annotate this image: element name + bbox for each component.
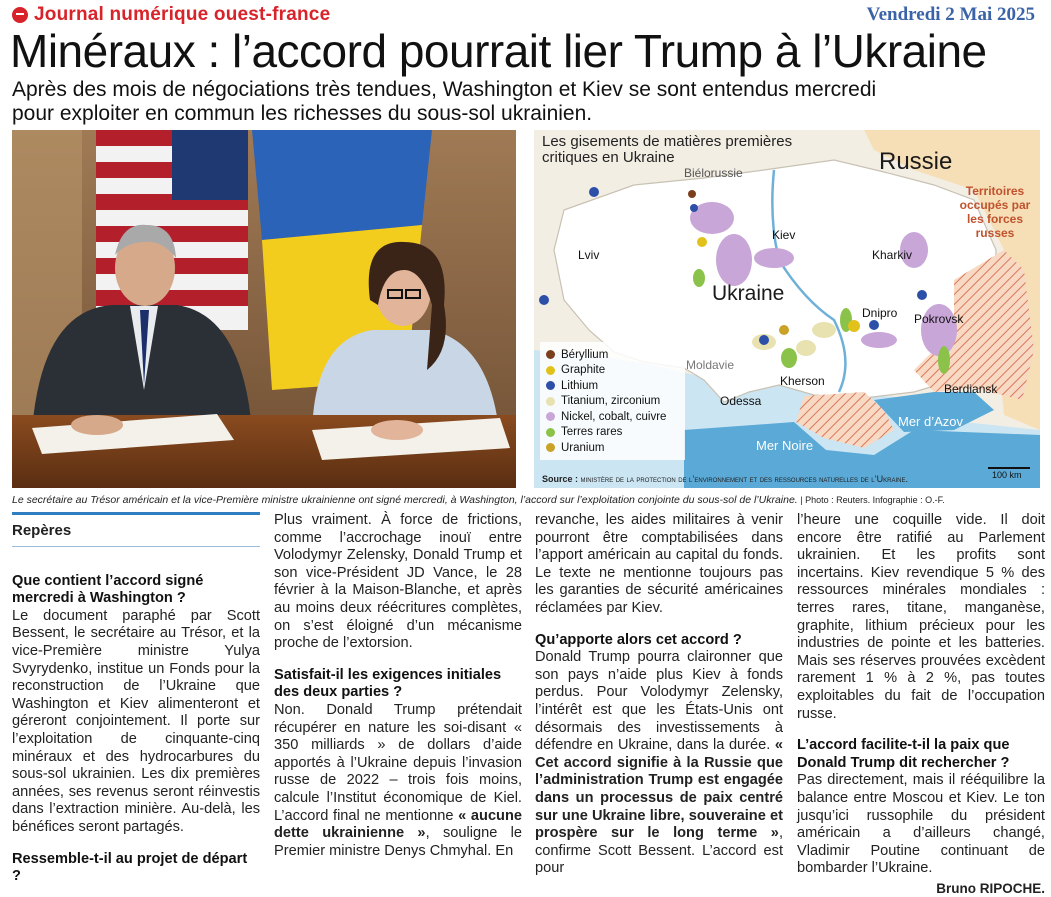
- answer-4-quote: « Cet accord signifie à la Russie que l’administration Trump est engagée dans un processus de paix centré sur une Ukraine libre, souveraine et prospère sur le long terme »: [535, 737, 783, 842]
- legend-item: [546, 409, 666, 425]
- legend-swatch-icon: [546, 443, 555, 452]
- answer-3-part-1: Non. Donald Trump prétendait récupérer en nature les soi-disant « 350 milliards » de dollars d’aide apportés à l’Ukraine depuis l’invasion russe de 2022 – trois fois moins, calcule l’Institut économique de Kiel. L’accord final ne mentionne: [274, 701, 522, 824]
- legend-item: [546, 425, 666, 441]
- question-1: Que contient l’accord signé mercredi à Washington ?: [12, 572, 204, 607]
- city-kharkiv: Kharkiv: [872, 248, 913, 262]
- answer-2: Plus vraiment. À force de frictions, comme l’accrochage inouï entre Volodymyr Zelensky, Donald Trump et son vice-Président JD Vance, le 28 février à la Maison-Blanche, et après au moins deux réécritures complètes, on s’est éloigné d’un mécanisme proche de l’extorsion.: [274, 512, 522, 652]
- legend-swatch-icon: [546, 381, 555, 390]
- headline: Minéraux : l’accord pourrait lier Trump à l’Ukraine: [10, 25, 987, 77]
- label-belarus: Biélorussie: [684, 166, 743, 180]
- legend-swatch-icon: [546, 412, 555, 421]
- legend-swatch-icon: [546, 350, 555, 359]
- legend-swatch-icon: [546, 366, 555, 375]
- minerals-map: [534, 130, 1040, 488]
- signing-photo-illustration: [12, 130, 516, 488]
- answer-4: [535, 649, 783, 878]
- photo-caption: [12, 494, 1042, 506]
- caption-credit: | Photo : Reuters. Infographie : O.-F.: [797, 495, 945, 505]
- us-flag: [96, 130, 248, 330]
- label-moldova: Moldavie: [686, 358, 735, 372]
- question-3: Satisfait-il les exigences initiales des deux parties ?: [274, 666, 502, 701]
- question-5: L’accord facilite-t-il la paix que Donald Trump dit rechercher ?: [797, 737, 1010, 771]
- legend-swatch-icon: [546, 428, 555, 437]
- label-russia: Russie: [879, 148, 953, 175]
- legend-label: Terres rares: [561, 426, 623, 439]
- signing-photo: [12, 130, 516, 488]
- caption-text: Le secrétaire au Trésor américain et la vice-Première ministre ukrainienne ont signé mercredi, à Washington, l’accord sur l’exploitation conjointe du sous-sol de l’Ukraine.: [12, 494, 798, 506]
- author-signature: Bruno RIPOCHE.: [936, 880, 1045, 896]
- map-source-label: Source :: [542, 474, 579, 484]
- publication-name: Journal numérique ouest-france: [34, 4, 331, 25]
- column-2: [274, 512, 522, 860]
- question-2: Ressemble-t-il au projet de départ ?: [12, 850, 248, 885]
- answer-4-part-1: Donald Trump pourra claironner que son pays n’aide plus Kiev à fonds perdus. Pour Volodymyr Zelensky, l’intérêt est que les États-Unis ont désormais des investissements à défendre en Ukraine, dans la durée.: [535, 649, 783, 754]
- answer-4-part-2: , confirme Scott Bessent. L’accord est pour: [535, 825, 783, 877]
- answer-5: Pas directement, mais il rééquilibre la balance entre Moscou et Kiev. Le ton jusqu’ici russophile du président américain a d’ailleurs changé, Vladimir Poutine continuant de bombarder l’Ukraine.: [797, 772, 1045, 877]
- legend-item: [546, 394, 666, 410]
- city-kiev: Kiev: [772, 228, 796, 242]
- label-azov-sea: Mer d’Azov: [898, 414, 964, 429]
- answer-3-quote: « aucune dette ukrainienne »: [274, 807, 523, 842]
- answer-4-continued: l’heure une coquille vide. Il doit encore être ratifié au Parlement ukrainien. Et les profits sont incertains. Kiev revendique 5 % des ressources minérales mondiales : terres rares, titane, manganèse, graphite, lithium précieux pour les industries de pointe et les batteries. Mais ses réserves prouvées excèdent rarement 1 % à 2 %, pas toutes exploitables du fait de l’occupation russe.: [797, 512, 1045, 722]
- legend-item: [546, 363, 666, 379]
- label-occupied-territories: Territoires occupés par les forces russes: [959, 184, 1031, 240]
- column-3: [535, 512, 783, 878]
- masthead: [12, 4, 330, 26]
- legend-label: Lithium: [561, 379, 599, 392]
- map-legend: [546, 347, 666, 456]
- ouest-france-logo-icon: [12, 7, 28, 23]
- legend-item: [546, 347, 666, 363]
- legend-label: Nickel, cobalt, cuivre: [561, 410, 667, 423]
- answer-3-continued: revanche, les aides militaires à venir pourront être comptabilisées dans l’apport américain au capital du fonds. Le texte ne mentionne toujours pas les garanties de sécurité américaines réclamées par Kiev.: [535, 512, 783, 616]
- reperes-heading: Repères: [12, 512, 260, 547]
- city-dnipro: Dnipro: [862, 306, 898, 320]
- answer-3: [274, 702, 522, 860]
- column-reperes: [12, 512, 260, 886]
- scale-label: 100 km: [992, 470, 1022, 480]
- label-ukraine: Ukraine: [712, 282, 785, 305]
- legend-label: Béryllium: [561, 348, 609, 361]
- legend-item: [546, 378, 666, 394]
- city-pokrovsk: Pokrovsk: [914, 312, 964, 326]
- city-kherson: Kherson: [780, 374, 825, 388]
- map-title: Les gisements de matières premières critiques en Ukraine: [542, 133, 793, 166]
- standfirst: Après des mois de négociations très tendues, Washington et Kiev se sont entendus mercredi pour exploiter en commun les richesses du sous-sol ukrainien.: [12, 78, 877, 125]
- publication-date: Vendredi 2 Mai 2025: [866, 4, 1035, 25]
- map-source: [542, 474, 908, 484]
- legend-swatch-icon: [546, 397, 555, 406]
- map-source-text: ministère de la protection de l’environnement et des ressources naturelles de l’Ukraine.: [580, 474, 908, 484]
- question-4: Qu’apporte alors cet accord ?: [535, 631, 742, 648]
- city-odessa: Odessa: [720, 394, 762, 408]
- legend-label: Graphite: [561, 364, 606, 377]
- city-lviv: Lviv: [578, 248, 600, 262]
- label-black-sea: Mer Noire: [756, 438, 814, 453]
- legend-label: Titanium, zirconium: [561, 395, 661, 408]
- legend-label: Uranium: [561, 441, 605, 454]
- column-4: [797, 512, 1045, 897]
- city-berdiansk: Berdiansk: [944, 382, 998, 396]
- legend-item: [546, 440, 666, 456]
- answer-1: Le document paraphé par Scott Bessent, le secrétaire au Trésor, et la vice-Première ministre Yulya Svyrydenko, institue un Fonds pour la reconstruction de l’Ukraine que Washington et Kiev alimenteront et géreront conjointement. Il porte sur l’exploitation de cinquante-cinq minéraux et des hydrocarbures du sous-sol ukrainien. Les dix premières années, ses revenus seront réinvestis dans l’extraction minière. Au-delà, les bénéfices seront partagés.: [12, 607, 260, 835]
- answer-3-part-2: , souligne le Premier ministre Denys Chmyhal. En: [274, 825, 522, 859]
